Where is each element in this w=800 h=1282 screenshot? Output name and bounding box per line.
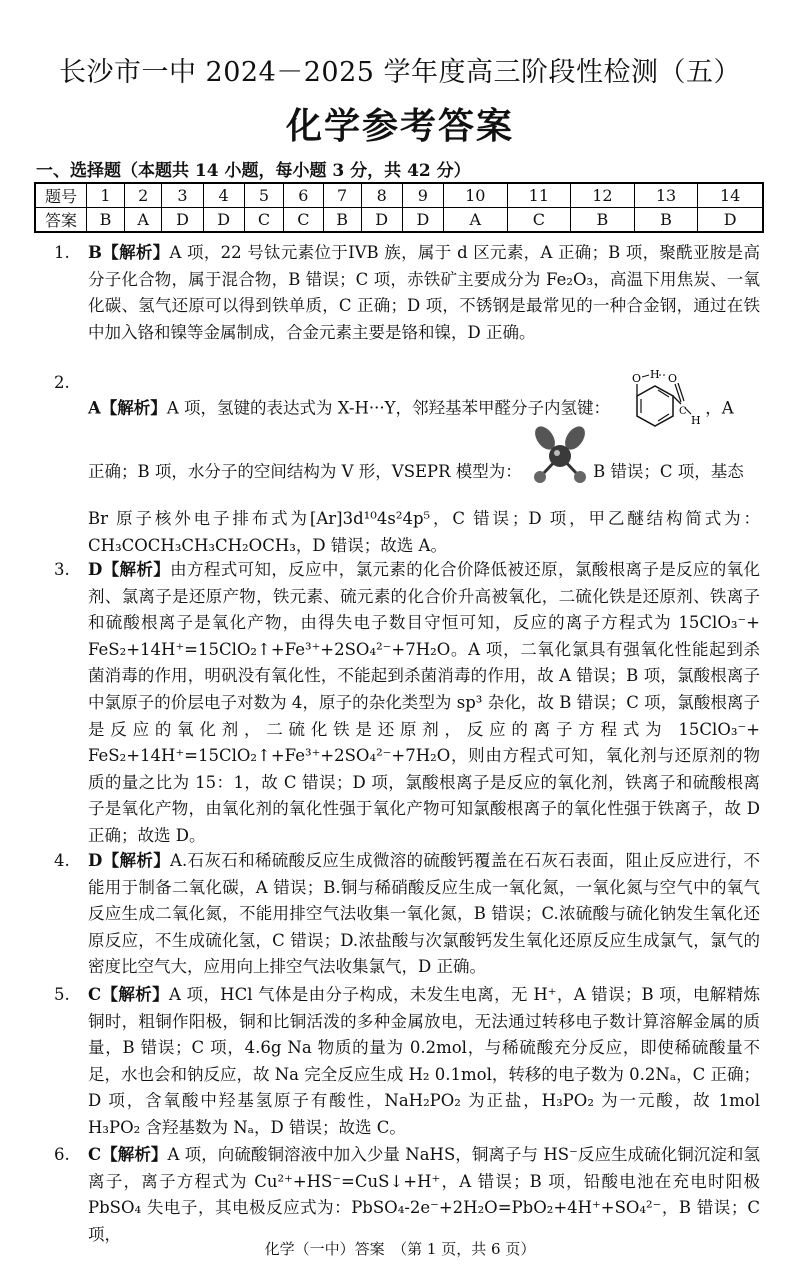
table-cell: 13 xyxy=(634,183,698,208)
table-cell: 8 xyxy=(361,183,402,208)
analysis-text: A 项，22 号钛元素位于IVB 族，属于 d 区元素，A 正确；B 项，聚酰亚胺是高分子化合物，属于混合物，B 错误；C 项，赤铁矿主要成分为 Fe₂O₃，高温下用焦炭、一氧化碳、氢气还原可以得到铁单质，C 正确；D 项，不锈钢是最常见的一种合金钢，通过在铁中加入铬和镍等金属制成，合金元素主要是铬和镍，D 正确。 xyxy=(88,243,760,342)
question-4 xyxy=(54,848,760,981)
table-cell: 1 xyxy=(87,183,125,208)
question-3 xyxy=(54,557,760,850)
table-cell: C xyxy=(507,208,571,233)
question-body xyxy=(88,557,760,850)
question-body xyxy=(88,1142,760,1248)
table-cell: D xyxy=(698,208,763,233)
table-cell: B xyxy=(571,208,635,233)
table-cell: 14 xyxy=(698,183,763,208)
table-cell: 2 xyxy=(125,183,162,208)
table-cell: D xyxy=(402,208,443,233)
table-cell: B xyxy=(634,208,698,233)
table-cell: 11 xyxy=(507,183,571,208)
table-row xyxy=(35,208,763,233)
table-header-cell: 题号 xyxy=(35,183,87,208)
answer-lead: B【解析】 xyxy=(88,243,170,262)
answer-table xyxy=(34,182,764,233)
table-cell: B xyxy=(87,208,125,233)
analysis-text: A.石灰石和稀硫酸反应生成微溶的硫酸钙覆盖在石灰石表面，阻止反应进行，不能用于制备二氧化碳，A 错误；B.铜与稀硝酸反应生成一氧化氮，一氧化氮与空气中的氧气反应生成二氧化氮，不能用排空气法收集一氧化氮，B 错误；C.浓硫酸与硫化钠发生氧化还原反应，不生成硫化氢，C 错误；D.浓盐酸与次氯酸钙发生氧化还原反应生成氯气，氯气的密度比空气大，应用向上排空气法收集氯气，D 正确。 xyxy=(88,851,760,977)
question-5 xyxy=(54,982,760,1142)
question-number: 1. xyxy=(54,243,70,262)
analysis-text: Br 原子核外电子排布式为[Ar]3d¹⁰4s²4p⁵，C 错误；D 项，甲乙醚结构简式为：CH₃COCH₃CH₃CH₂OCH₃，D 错误；故选 A。 xyxy=(88,509,760,555)
table-cell: 10 xyxy=(443,183,507,208)
table-cell: A xyxy=(443,208,507,233)
analysis-text: 正确；B 项，水分子的空间结构为 V 形，VSEPR 模型为： xyxy=(88,462,522,481)
table-cell: 4 xyxy=(203,183,244,208)
analysis-text: A 项，氢键的表达式为 X-H···Y，邻羟基苯甲醛分子内氢键： xyxy=(166,398,610,418)
question-line xyxy=(88,370,760,427)
page-subtitle: 化学参考答案 xyxy=(285,105,514,147)
question-number: 3. xyxy=(54,560,70,579)
page-footer: 化学（一中）答案 （第 1 页，共 6 页） xyxy=(264,1240,536,1258)
answer-lead: D【解析】 xyxy=(88,851,171,870)
molecule-atom-label: O xyxy=(632,372,642,385)
table-header-cell: 答案 xyxy=(35,208,87,233)
analysis-text: ，A xyxy=(705,398,734,418)
answer-lead: D【解析】 xyxy=(88,560,171,579)
table-cell: D xyxy=(162,208,203,233)
question-body xyxy=(88,370,760,559)
analysis-text: A 项，向硫酸铜溶液中加入少量 NaHS，铜离子与 HS⁻反应生成硫化铜沉淀和氢离子，离子方程式为 Cu²⁺+HS⁻=CuS↓+H⁺，A 错误；B 项，铅酸电池在充电时阳极 PbSO₄ 失电子，其电极反应式为：PbSO₄-2e⁻+2H₂O=PbO₂+4H⁺+SO₄²⁻，B 错误；C 项， xyxy=(88,1145,760,1244)
table-cell: C xyxy=(244,208,283,233)
question-body xyxy=(88,848,760,981)
question-6 xyxy=(54,1142,760,1248)
molecule-atom-label: C xyxy=(679,406,687,417)
question-number: 4. xyxy=(54,851,70,870)
table-cell: D xyxy=(203,208,244,233)
table-cell: D xyxy=(361,208,402,233)
question-line xyxy=(88,422,760,506)
table-cell: 3 xyxy=(162,183,203,208)
analysis-text: 由方程式可知，反应中，氯元素的化合价降低被还原，氯酸根离子是反应的氧化剂、氯离子是还原产物，铁元素、硫元素的化合价升高被氧化，二硫化铁是还原剂、铁离子和硫酸根离子是氧化产物，由得失电子数目守恒可知，反应的离子方程式为 15ClO₃⁻+ FeS₂+14H⁺=15ClO₂↑+Fe³⁺+2SO₄²⁻+7H₂O。A 项，二氧化氯具有强氧化性能起到杀菌消毒的作用，明矾没有氧化性，不能起到杀菌消毒的作用，故 A 错误；B 项，氯酸根离子中氯原子的价层电子对数为 4，原子的杂化类型为 sp³ 杂化，故 B 错误；C 项，氯酸根离子是反应的氧化剂，二硫化铁是还原剂，反应的离子方程式为 15ClO₃⁻+ FeS₂+14H⁺=15ClO₂↑+Fe³⁺+2SO₄²⁻+7H₂O，则由方程式可知，氧化剂与还原剂的物质的量之比为 15：1，故 C 错误；D 项，氯酸根离子是反应的氧化剂，铁离子和硫酸根离子是氧化产物，由氧化剂的氧化性强于氧化产物可知氯酸根离子的氧化性强于铁离子，故 D 正确；故选 D。 xyxy=(88,560,761,845)
table-cell: 5 xyxy=(244,183,283,208)
table-cell: 9 xyxy=(402,183,443,208)
molecule-atom-label: H xyxy=(650,370,660,381)
question-line xyxy=(88,506,760,559)
question-2 xyxy=(54,370,760,559)
question-number: 6. xyxy=(54,1145,70,1164)
molecule-atom-label: H xyxy=(691,414,701,427)
table-cell: 7 xyxy=(323,183,361,208)
page-title: 长沙市一中 2024－2025 学年度高三阶段性检测（五） xyxy=(58,57,742,88)
answer-lead: C【解析】 xyxy=(88,985,169,1004)
table-cell: C xyxy=(284,208,323,233)
section-heading: 一、选择题（本题共 14 小题，每小题 3 分，共 42 分） xyxy=(36,161,471,181)
question-number: 2. xyxy=(54,373,70,392)
answer-lead: A【解析】 xyxy=(88,398,167,418)
table-cell: B xyxy=(323,208,361,233)
question-1 xyxy=(54,240,760,346)
molecule-atom-label: O xyxy=(668,372,678,385)
table-cell: A xyxy=(125,208,162,233)
answer-lead: C【解析】 xyxy=(88,1145,168,1164)
analysis-text: A 项，HCl 气体是由分子构成，未发生电离，无 H⁺，A 错误；B 项，电解精炼铜时，粗铜作阳极，铜和比铜活泼的多种金属放电，无法通过转移电子数计算溶解金属的质量，B 错误；C 项，4.6g Na 物质的量为 0.2mol，与稀硫酸充分反应，即使稀硫酸量不足，水也会和钠反应，故 Na 完全反应生成 H₂ 0.1mol，转移的电子数为 0.2Nₐ，C 正确；D 项，含氧酸中羟基氢原子有酸性，NaH₂PO₂ 为正盐，H₃PO₂ 为一元酸，故 1mol H₃PO₂ 含羟基数为 Nₐ，D 错误；故选 C。 xyxy=(88,985,761,1137)
question-body xyxy=(88,982,760,1142)
question-body xyxy=(88,240,760,346)
analysis-text: B 错误；C 项，基态 xyxy=(593,462,744,481)
table-cell: 12 xyxy=(571,183,635,208)
table-row xyxy=(35,183,763,208)
table-cell: 6 xyxy=(284,183,323,208)
question-number: 5. xyxy=(54,985,70,1004)
